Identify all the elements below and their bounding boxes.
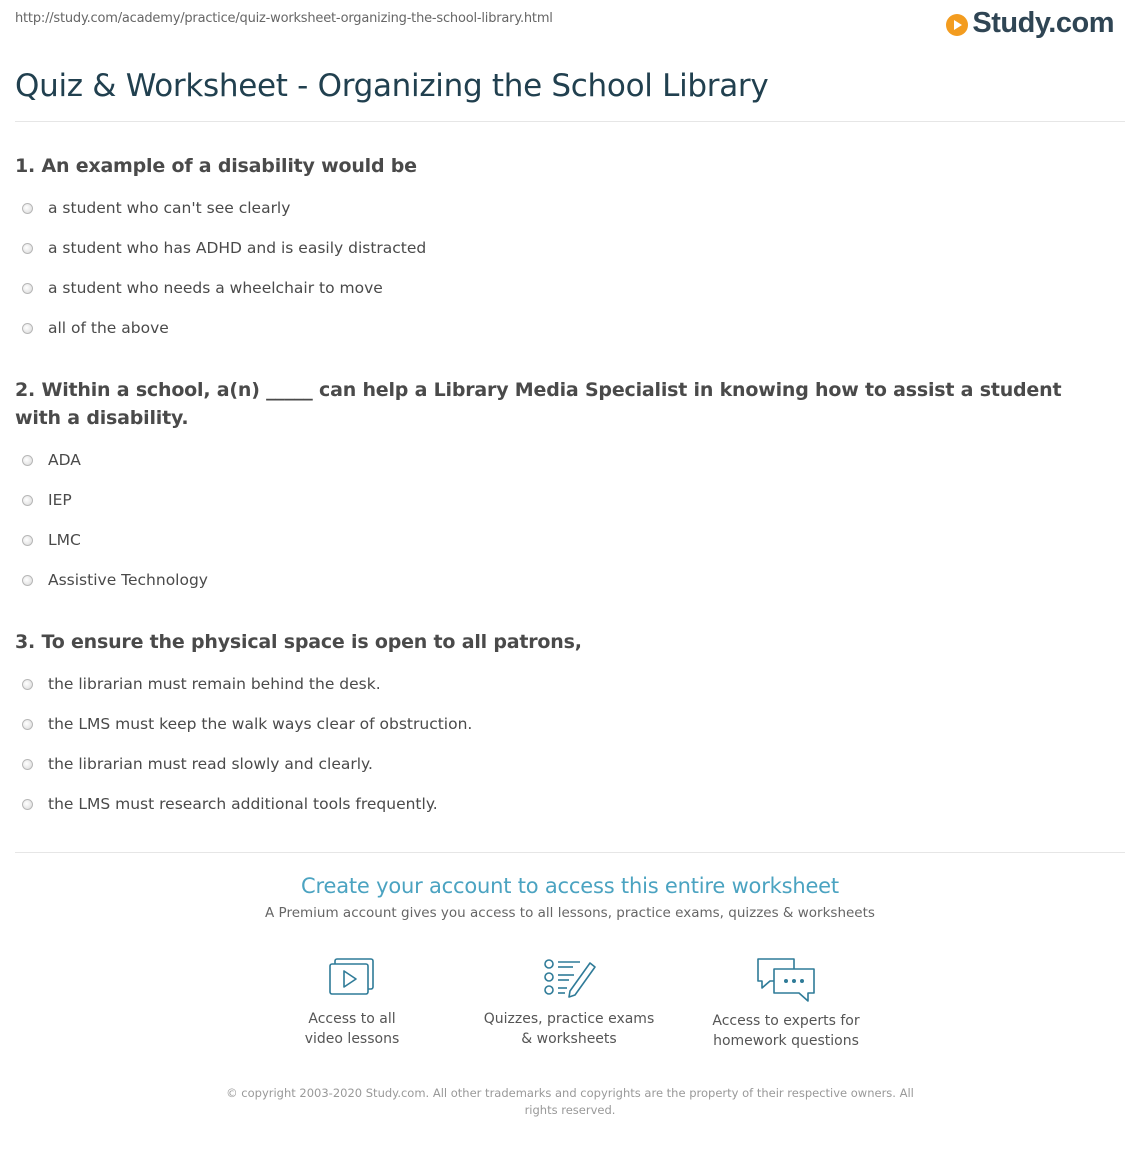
copyright-notice: © copyright 2003-2020 Study.com. All other trademarks and copyrights are the property of their respective owners. All rights reserved. xyxy=(226,1086,914,1117)
answer-option[interactable] xyxy=(22,448,81,472)
radio-button[interactable] xyxy=(22,719,33,730)
option-label: the librarian must read slowly and clearly. xyxy=(48,755,373,773)
answer-option[interactable] xyxy=(22,568,208,592)
radio-button[interactable] xyxy=(22,535,33,546)
answer-option[interactable] xyxy=(22,236,426,260)
radio-button[interactable] xyxy=(22,243,33,254)
option-label: all of the above xyxy=(48,319,169,337)
answer-option[interactable] xyxy=(22,488,72,512)
option-label: Assistive Technology xyxy=(48,571,208,589)
radio-button[interactable] xyxy=(22,575,33,586)
answer-option[interactable] xyxy=(22,672,381,696)
cta-subtitle: A Premium account gives you access to all lessons, practice exams, quizzes & worksheets xyxy=(265,905,875,921)
question-2: 2. Within a school, a(n) _____ can help a Library Media Specialist in knowing how to assist a student with a disability. xyxy=(15,379,1062,429)
option-label: a student who needs a wheelchair to move xyxy=(48,279,383,297)
feature-video-lessons xyxy=(242,955,462,1049)
answer-option[interactable] xyxy=(22,276,383,300)
option-label: the LMS must research additional tools frequently. xyxy=(48,795,438,813)
option-label: IEP xyxy=(48,491,72,509)
answer-option[interactable] xyxy=(22,528,81,552)
question-1: 1. An example of a disability would be xyxy=(15,155,417,177)
title-divider xyxy=(15,121,1125,122)
radio-button[interactable] xyxy=(22,799,33,810)
feature-label: Access to all video lessons xyxy=(304,1011,400,1047)
answer-option[interactable] xyxy=(22,316,169,340)
radio-button[interactable] xyxy=(22,283,33,294)
feature-quizzes xyxy=(459,955,679,1049)
radio-button[interactable] xyxy=(22,455,33,466)
option-label: a student who has ADHD and is easily distracted xyxy=(48,239,427,257)
feature-label: Access to experts for homework questions xyxy=(712,1013,860,1049)
video-lesson-icon xyxy=(325,955,379,1001)
option-label: the LMS must keep the walk ways clear of obstruction. xyxy=(48,715,473,733)
logo-text: Study.com xyxy=(972,7,1114,39)
radio-button[interactable] xyxy=(22,323,33,334)
study-logo[interactable] xyxy=(946,7,1114,40)
feature-label: Quizzes, practice exams & worksheets xyxy=(483,1011,655,1047)
radio-button[interactable] xyxy=(22,759,33,770)
chat-bubbles-icon xyxy=(754,955,818,1003)
option-label: LMC xyxy=(48,531,81,549)
answer-option[interactable] xyxy=(22,792,438,816)
play-circle-icon xyxy=(946,14,968,36)
question-3: 3. To ensure the physical space is open to all patrons, xyxy=(15,631,582,653)
create-account-link[interactable]: Create your account to access this entire worksheet xyxy=(301,874,839,898)
option-label: the librarian must remain behind the desk. xyxy=(48,675,381,693)
answer-option[interactable] xyxy=(22,752,373,776)
cta-divider xyxy=(15,852,1125,853)
quiz-checklist-icon xyxy=(540,955,598,1001)
answer-option[interactable] xyxy=(22,712,472,736)
feature-experts xyxy=(676,955,896,1051)
radio-button[interactable] xyxy=(22,203,33,214)
option-label: a student who can't see clearly xyxy=(48,199,291,217)
radio-button[interactable] xyxy=(22,679,33,690)
answer-option[interactable] xyxy=(22,196,290,220)
page-title: Quiz & Worksheet - Organizing the School Library xyxy=(15,68,769,104)
page-url: http://study.com/academy/practice/quiz-worksheet-organizing-the-school-library.html xyxy=(15,11,553,26)
radio-button[interactable] xyxy=(22,495,33,506)
option-label: ADA xyxy=(48,451,81,469)
